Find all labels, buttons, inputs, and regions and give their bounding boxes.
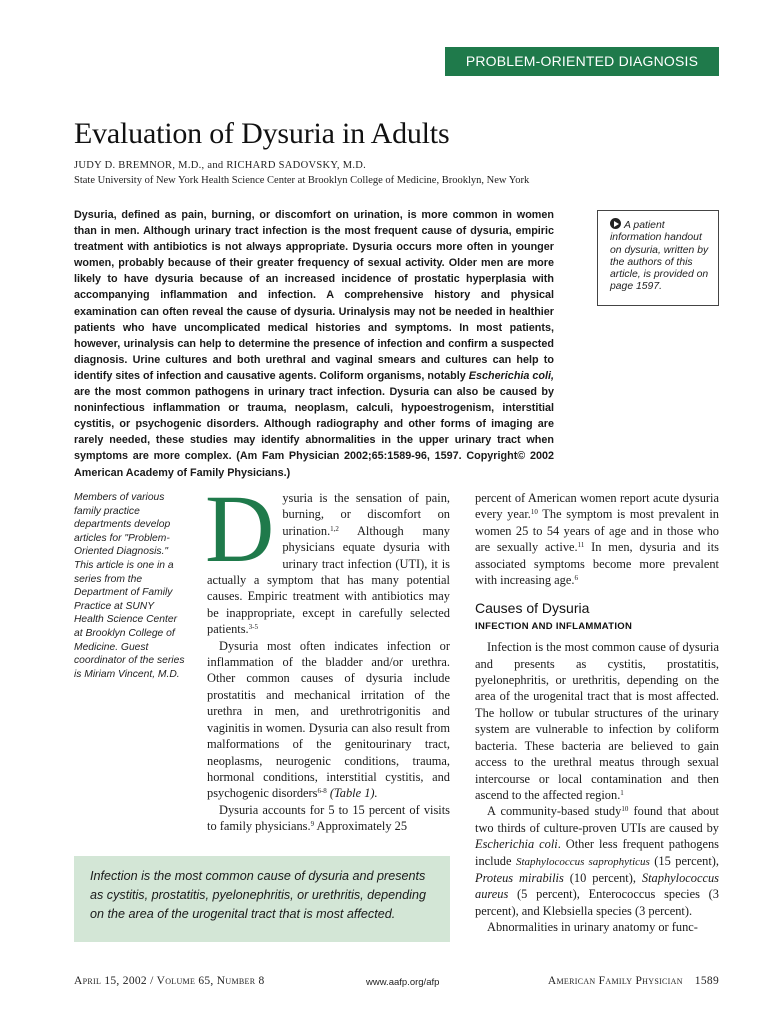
paragraph	[207, 802, 450, 835]
journal-name	[548, 975, 719, 987]
text: Approximately 25	[314, 819, 408, 834]
issue-info: April 15, 2002 / Volume 65, Number 8	[74, 975, 265, 987]
abstract-text-1: Dysuria, defined as pain, burning, or discomfort on urination, is more common in women than in men. Although urinary tract infection is the most frequent cause of dysuria, empiric treatment with antibiotics is not always appropriate. Dysuria occurs more often in younger women, probably because of their greater frequency of sexual activity. Older men are more likely to have dysuria because of an increased incidence of prostatic hyperplasia with accompanying inflammation and infection. A comprehensive history and physical examination can often reveal the cause of dysuria. Urinalysis may not be needed in healthier patients who have uncomplicated medical histories and symptoms. In most patients, however, urinalysis can help to determine the presence of infection and confirm a suspected diagnosis. Urine cultures and both urethral and vaginal smears and cultures can help to identify sites of infection and causative agents. Coliform organisms, notably	[74, 209, 554, 382]
citation: 10	[530, 508, 538, 517]
citation: 6	[574, 574, 578, 583]
paragraph	[205, 475, 450, 638]
abstract-italic: Escherichia coli,	[468, 369, 555, 382]
series-sidenote: Members of various family practice departments develop articles for "Problem-Oriented Diagnosis." This article is one in a series from the Department of Family Practice at SUNY Health Science Center at Brooklyn College of Medicine. Guest coordinator of the series is Miriam Vincent, M.D.	[74, 492, 185, 680]
text: A community-based study	[487, 804, 622, 819]
citation: 10	[621, 805, 629, 814]
affiliation: State University of New York Health Science Center at Brooklyn College of Medicine, Brooklyn, New York	[74, 175, 530, 186]
organism-name: Escherichia coli	[475, 837, 558, 852]
abstract-text-2: are the most common pathogens in urinary tract infection. Dysuria can also be caused by noninfectious inflammation or trauma, neoplasm, calculi, hypoestrogenism, interstitial cystitis, or psychogenic disorders. Although radiography and other forms of imaging are rarely needed, these studies may identify abnormalities in the upper urinary tract when symptoms are more complex. (Am Fam Physician 2002;65:1589-96, 1597. Copyright© 2002 American Academy of Family Physicians.)	[74, 386, 554, 479]
citation: 3-5	[248, 623, 258, 632]
citation: 6-8	[317, 787, 327, 796]
table-reference: (Table 1).	[326, 786, 378, 801]
text: In men, dysuria and its associated symptoms become more prevalent with increasing age.	[475, 540, 719, 588]
section-banner: PROBLEM-ORIENTED DIAGNOSIS	[445, 47, 719, 76]
citation: 1	[620, 788, 624, 797]
journal-url: www.aafp.org/afp	[366, 977, 440, 988]
citation: 1,2	[330, 524, 339, 533]
text: found that about two thirds of culture-proven UTIs are caused by	[475, 804, 719, 835]
page-number: 1589	[694, 975, 719, 987]
subsection-heading: INFECTION AND INFLAMMATION	[475, 620, 633, 632]
text: . Other less frequent pathogens include	[475, 837, 719, 868]
paragraph	[475, 919, 719, 935]
text: Dysuria most often indicates infection or inflammation of the bladder and/or urethra. Other common causes of dysuria include prostatitis and mechanical irritation of the urethra in men, and urethrotrigonitis and vaginitis in women. Dysuria can also result from malformations of the genitourinary tract, neoplasms, neurogenic conditions, trauma, hormonal conditions, interstitial cystitis, and psychogenic disorders	[207, 638, 450, 801]
citation: 9	[310, 820, 315, 829]
text: (5 percent), Enterococcus species (3 percent), and Klebsiella species (3 percent).	[475, 887, 719, 918]
play-arrow-icon	[610, 218, 621, 229]
pull-quote: Infection is the most common cause of dysuria and presents as cystitis, prostatitis, pyelonephritis, or urethritis, depending on the area of the urogenital tract that is most affected.	[74, 856, 450, 942]
section-heading: Causes of Dysuria	[475, 600, 590, 617]
text: Although many physicians equate dysuria with urinary tract infection (UTI), it is actually a symptom that has many potential causes. Empiric treatment with antibiotics may be inappropriate, except in carefully selected patients.	[207, 523, 450, 637]
journal-title: American Family Physician	[547, 975, 683, 987]
text: percent of American women report acute dysuria every year.	[475, 491, 719, 522]
organism-name: Proteus mirabilis	[475, 870, 564, 885]
text: (10 percent),	[563, 870, 642, 885]
paragraph	[475, 803, 719, 919]
text: Abnormalities in urinary anatomy or func-	[487, 920, 698, 935]
drop-cap: D	[205, 475, 275, 582]
text: The symptom is most prevalent in women 25 to 54 years of age and in those who are sexually active.	[475, 507, 719, 555]
patient-handout-box	[597, 210, 719, 306]
authors: JUDY D. BREMNOR, M.D., and RICHARD SADOVSKY, M.D.	[74, 160, 367, 171]
text: (15 percent),	[649, 853, 719, 868]
body-column-1	[205, 475, 450, 835]
text: Dysuria accounts for 5 to 15 percent of visits to family physicians.	[207, 802, 450, 834]
text: Infection is the most common cause of dysuria and presents as cystitis, prostatitis, pyelonephritis, or urethritis, depending on the area of the urogenital tract that is most affected. The hollow or tubular structures of the urinary system are vulnerable to infection by coliform bacteria. These bacteria are believed to gain access to the urethral meatus through sexual intercourse or local contamination and then ascend to the affected region.	[475, 640, 719, 802]
paragraph	[475, 490, 719, 588]
organism-name: Staphylococcus aureus	[475, 870, 719, 902]
paragraph	[475, 639, 719, 803]
body-column-2	[475, 490, 719, 936]
article-title: Evaluation of Dysuria in Adults	[74, 117, 450, 150]
page-footer	[74, 975, 719, 991]
abstract	[74, 207, 554, 481]
text: ysuria is the sensation of pain, burning, or discomfort on urination.	[282, 491, 450, 538]
citation: 11	[577, 541, 585, 550]
organism-name: Staphylococcus saprophyticus	[515, 855, 650, 868]
paragraph	[207, 638, 450, 802]
handout-text: A patient information handout on dysuria, written by the authors of this article, is provided on page 1597.	[610, 220, 709, 293]
